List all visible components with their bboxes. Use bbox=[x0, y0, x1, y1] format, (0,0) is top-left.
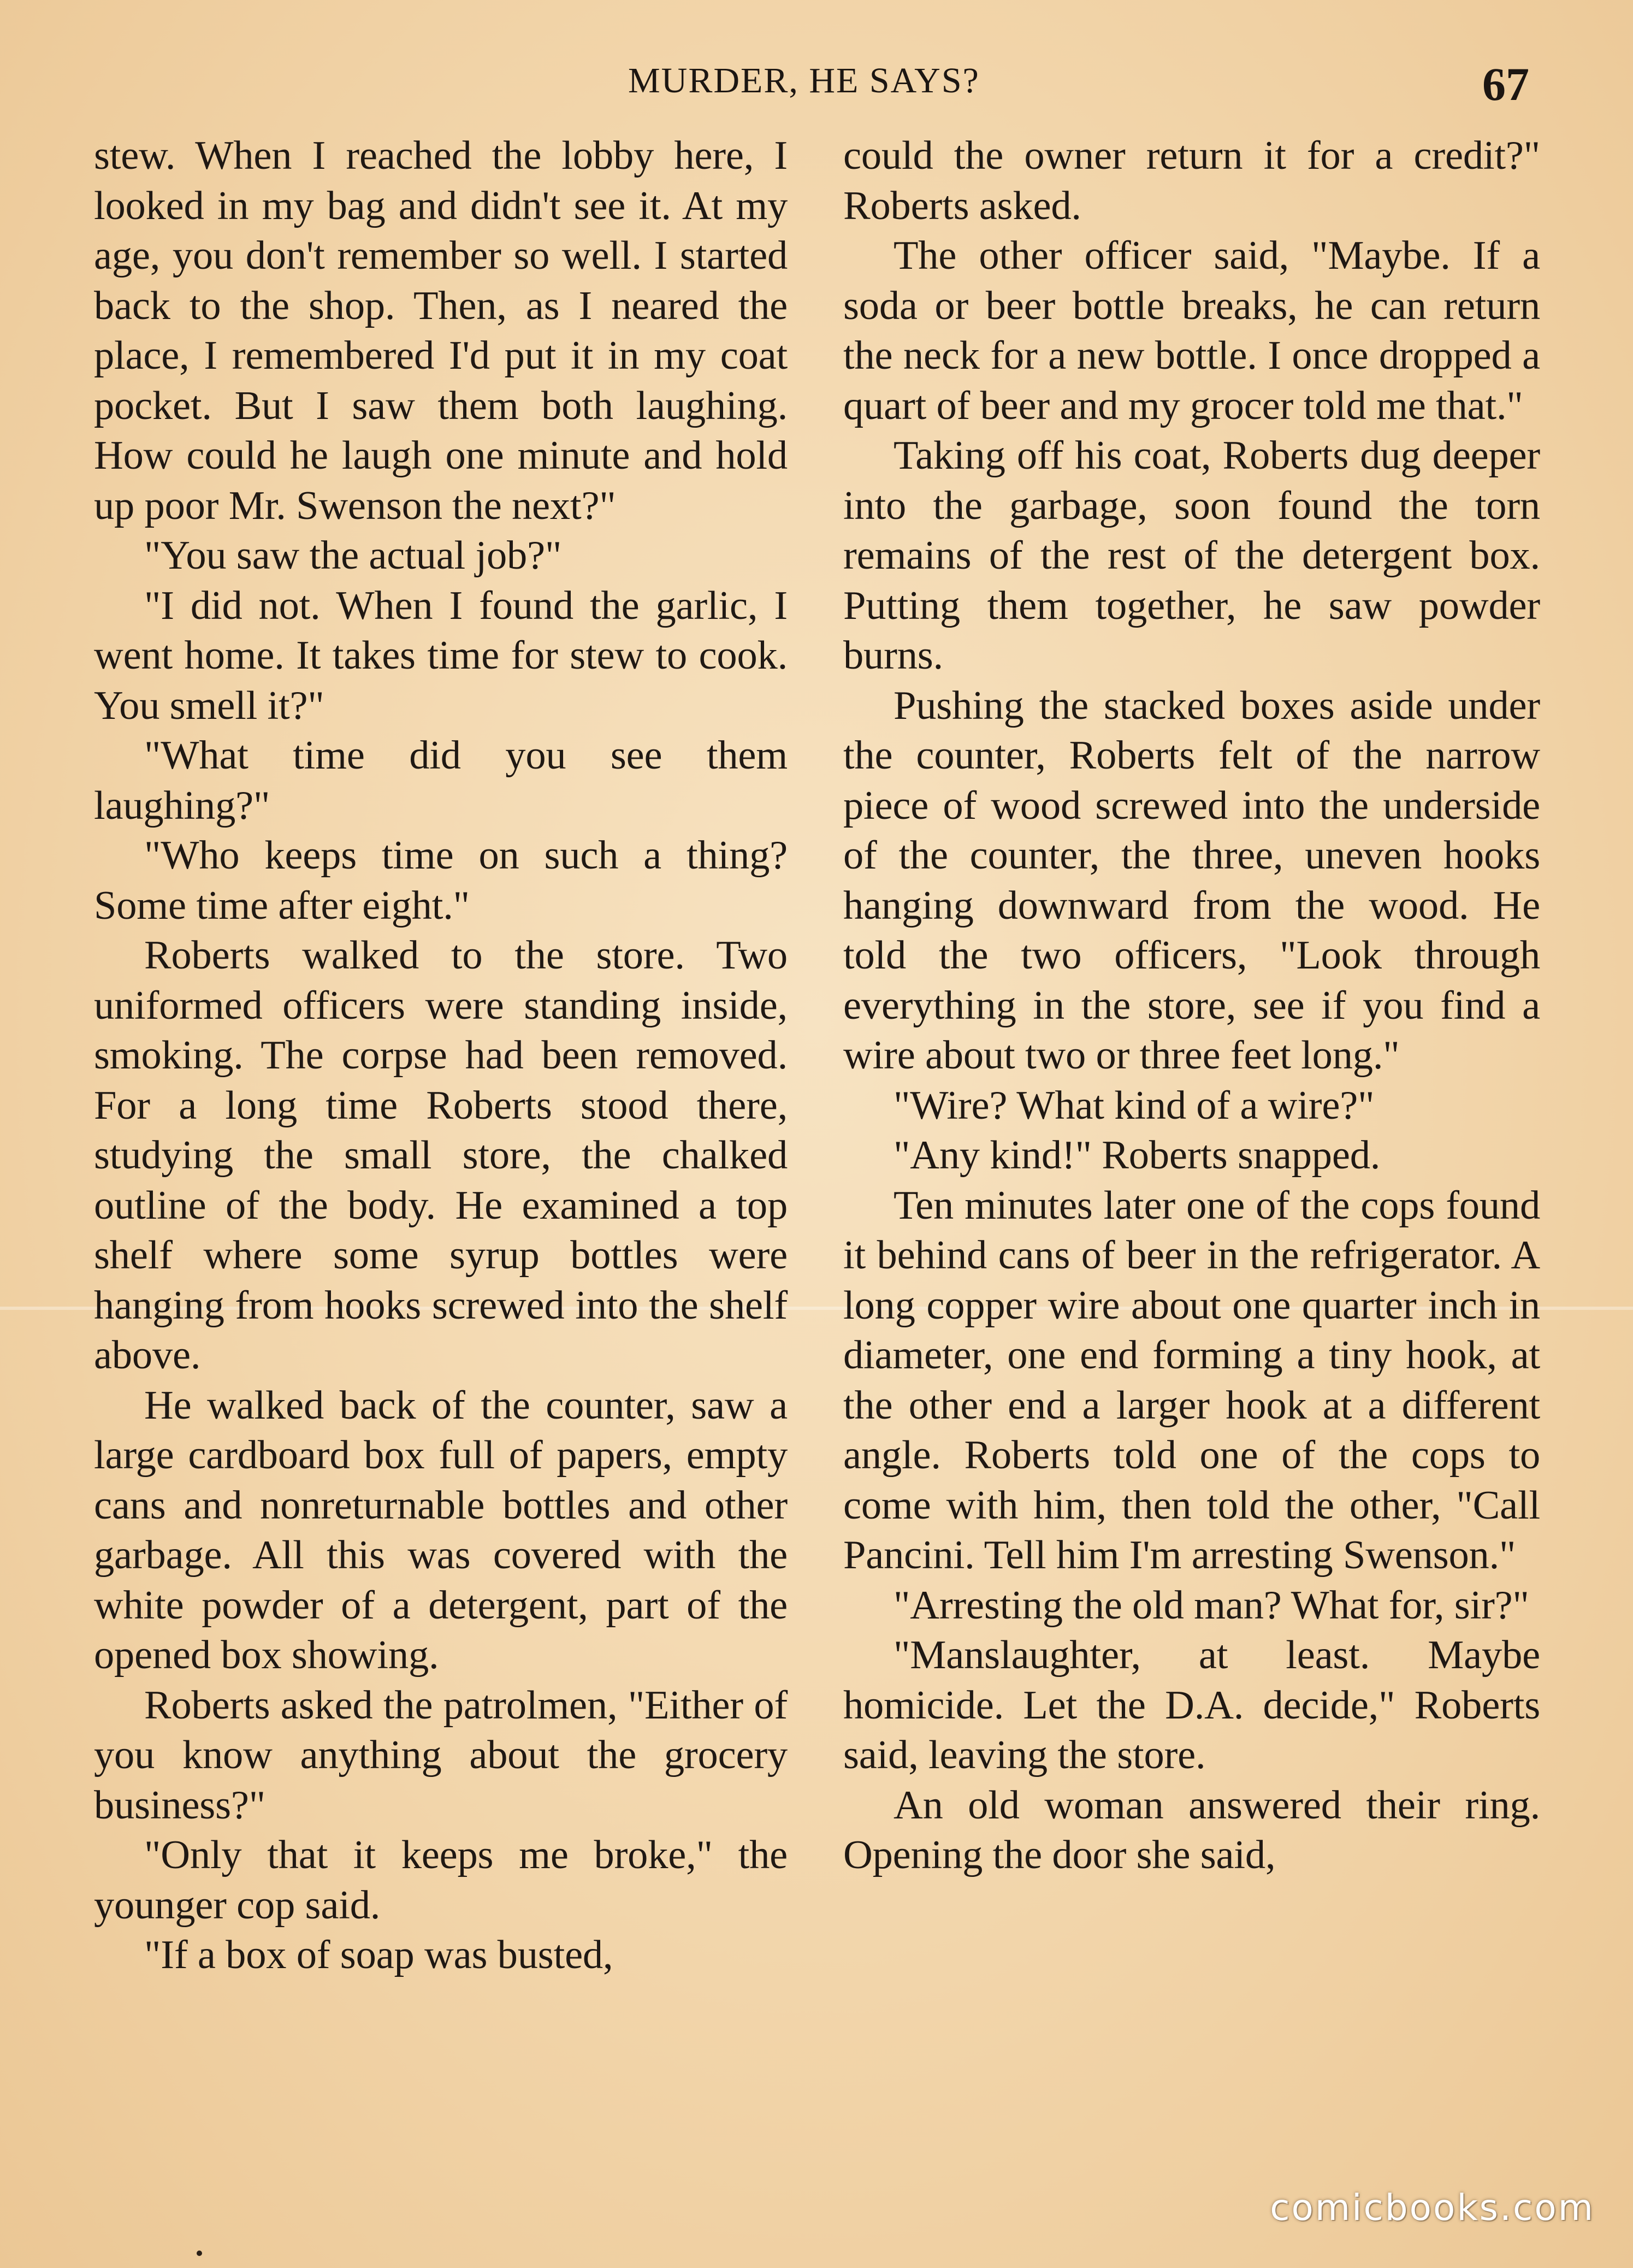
paragraph: The other officer said, "Maybe. If a soda or beer bottle breaks, he can return the neck for a new bottle. I once dropped a quart of beer and my grocer told me that." bbox=[843, 233, 1540, 428]
paragraph: Ten minutes later one of the cops found it behind cans of beer in the refrigerator. A long copper wire about one quarter inch in diameter, one end forming a tiny hook, at the other end a larger hook at a different angle. Roberts told one of the cops to come with him, then told the other, "Call Pancini. Tell him I'm arresting Swenson." bbox=[843, 1183, 1540, 1578]
paragraph: "Manslaughter, at least. Maybe homicide. Let the D.A. decide," Roberts said, leaving the store. bbox=[843, 1633, 1540, 1777]
paragraph: could the owner return it for a credit?" Roberts asked. bbox=[843, 133, 1540, 228]
paragraph: "Only that it keeps me broke," the younger cop said. bbox=[94, 1833, 788, 1928]
paragraph: "Any kind!" Roberts snapped. bbox=[894, 1133, 1381, 1178]
page-header bbox=[0, 60, 1633, 126]
paragraph: Pushing the stacked boxes aside under the counter, Roberts felt of the narrow piece of wood screwed into the underside of the counter, the three, uneven hooks hanging downward from the wood. He told the two officers, "Look through everything in the store, see if you find a wire about two or three feet long." bbox=[843, 683, 1540, 1078]
print-speck bbox=[197, 2251, 202, 2256]
text-column-right bbox=[843, 131, 1540, 1881]
paragraph: "I did not. When I found the garlic, I went home. It takes time for stew to cook. You smell it?" bbox=[94, 583, 788, 728]
watermark: comicbooks.com bbox=[1270, 2187, 1595, 2229]
paragraph: "What time did you see them laughing?" bbox=[94, 733, 788, 828]
paragraph: "Arresting the old man? What for, sir?" bbox=[894, 1582, 1529, 1628]
paragraph: An old woman answered their ring. Opening the door she said, bbox=[843, 1782, 1540, 1877]
paragraph: stew. When I reached the lobby here, I looked in my bag and didn't see it. At my age, you don't remember so well. I started back to the shop. Then, as I neared the place, I remembered I'd put it in my coat pocket. But I saw them both laughing. How could he laugh one minute and hold up poor Mr. Swenson the next?" bbox=[94, 133, 788, 528]
paragraph: Roberts walked to the store. Two uniformed officers were standing inside, smoking. The corpse had been removed. For a long time Roberts stood there, studying the small store, the chalked outline of the body. He examined a top shelf where some syrup bottles were hanging from hooks screwed into the shelf above. bbox=[94, 933, 788, 1378]
paragraph: He walked back of the counter, saw a large cardboard box full of papers, empty cans and nonreturnable bottles and other garbage. All this was covered with the white powder of a detergent, part of the opened box showing. bbox=[94, 1383, 788, 1678]
paragraph: Taking off his coat, Roberts dug deeper into the garbage, soon found the torn remains of the rest of the detergent box. Putting them together, he saw powder burns. bbox=[843, 433, 1540, 678]
text-column-left bbox=[94, 131, 788, 1981]
paragraph: "Who keeps time on such a thing? Some time after eight." bbox=[94, 833, 788, 928]
paragraph: "Wire? What kind of a wire?" bbox=[894, 1083, 1375, 1128]
page-number: 67 bbox=[1482, 58, 1529, 110]
paragraph: Roberts asked the patrolmen, "Either of you know anything about the grocery business?" bbox=[94, 1682, 788, 1828]
paragraph: "You saw the actual job?" bbox=[144, 533, 562, 578]
running-title: MURDER, HE SAYS? bbox=[628, 61, 980, 101]
paragraph: "If a box of soap was busted, bbox=[144, 1933, 613, 1977]
